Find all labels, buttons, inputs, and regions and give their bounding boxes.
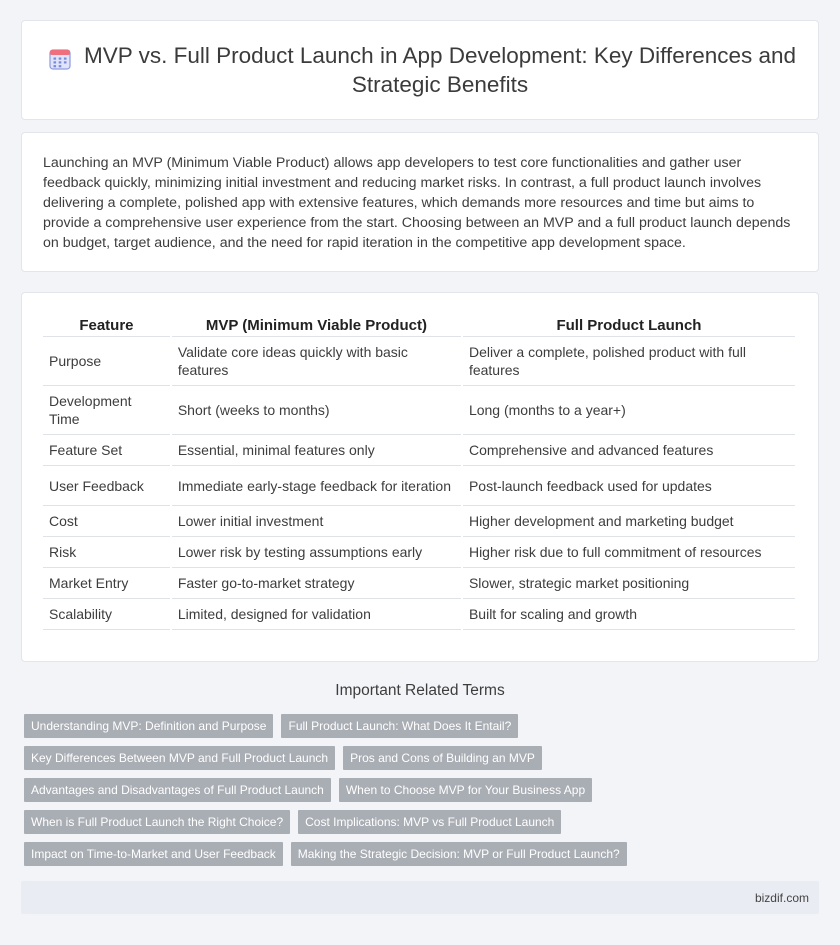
table-row	[43, 337, 795, 386]
table-cell: Higher risk due to full commitment of resources	[463, 537, 795, 568]
related-term-link[interactable]: Pros and Cons of Building an MVP	[343, 746, 542, 770]
related-term-link[interactable]: Full Product Launch: What Does It Entail?	[281, 714, 518, 738]
table-cell: User Feedback	[43, 466, 170, 506]
title-card	[21, 20, 819, 120]
table-cell: Feature Set	[43, 435, 170, 466]
table-cell: Lower initial investment	[172, 506, 461, 537]
table-cell: Essential, minimal features only	[172, 435, 461, 466]
table-cell: Faster go-to-market strategy	[172, 568, 461, 599]
table-cell: Immediate early-stage feedback for iteration	[172, 466, 461, 506]
related-term-link[interactable]: Making the Strategic Decision: MVP or Full Product Launch?	[291, 842, 627, 866]
table-cell: Risk	[43, 537, 170, 568]
table-cell: Lower risk by testing assumptions early	[172, 537, 461, 568]
table-cell: Limited, designed for validation	[172, 599, 461, 630]
intro-card	[21, 132, 819, 272]
related-term-link[interactable]: When is Full Product Launch the Right Choice?	[24, 810, 290, 834]
table-cell: Built for scaling and growth	[463, 599, 795, 630]
column-header: MVP (Minimum Viable Product)	[172, 313, 461, 337]
table-row	[43, 435, 795, 466]
table-cell: Market Entry	[43, 568, 170, 599]
table-row	[43, 506, 795, 537]
table-cell: Higher development and marketing budget	[463, 506, 795, 537]
related-term-link[interactable]: Advantages and Disadvantages of Full Product Launch	[24, 778, 331, 802]
table-header-row	[43, 313, 795, 337]
related-term-link[interactable]: Understanding MVP: Definition and Purpose	[24, 714, 273, 738]
table-cell: Short (weeks to months)	[172, 386, 461, 435]
column-header: Feature	[43, 313, 170, 337]
table-row	[43, 599, 795, 630]
table-cell: Development Time	[43, 386, 170, 435]
related-term-link[interactable]: Cost Implications: MVP vs Full Product Launch	[298, 810, 561, 834]
table-cell: Slower, strategic market positioning	[463, 568, 795, 599]
related-terms-list	[24, 714, 824, 874]
table-cell: Long (months to a year+)	[463, 386, 795, 435]
related-term-link[interactable]: When to Choose MVP for Your Business App	[339, 778, 592, 802]
table-cell: Purpose	[43, 337, 170, 386]
table-cell: Scalability	[43, 599, 170, 630]
comparison-table-card	[21, 292, 819, 662]
table-cell: Post-launch feedback used for updates	[463, 466, 795, 506]
related-term-link[interactable]: Key Differences Between MVP and Full Product Launch	[24, 746, 335, 770]
comparison-table	[41, 313, 797, 630]
related-terms-heading: Important Related Terms	[335, 682, 505, 699]
table-cell: Deliver a complete, polished product with full features	[463, 337, 795, 386]
table-row	[43, 386, 795, 435]
intro-paragraph: Launching an MVP (Minimum Viable Product) allows app developers to test core functionalities and gather user feedback quickly, minimizing initial investment and reducing market risks. In contrast, a full product launch involves delivering a complete, polished app with extensive features, which demands more resources and time but aims to provide a comprehensive user experience from the start. Choosing between an MVP and a full product launch depends on budget, target audience, and the need for rapid iteration in the competitive app development space.	[43, 155, 791, 251]
table-row	[43, 466, 795, 506]
page-title: MVP vs. Full Product Launch in App Development: Key Differences and Strategic Benefits	[83, 43, 797, 97]
site-name[interactable]: bizdif.com	[754, 891, 809, 905]
table-cell: Cost	[43, 506, 170, 537]
column-header: Full Product Launch	[463, 313, 795, 337]
table-row	[43, 537, 795, 568]
footer	[21, 881, 819, 914]
table-cell: Comprehensive and advanced features	[463, 435, 795, 466]
table-cell: Validate core ideas quickly with basic features	[172, 337, 461, 386]
related-term-link[interactable]: Impact on Time-to-Market and User Feedback	[24, 842, 283, 866]
table-row	[43, 568, 795, 599]
